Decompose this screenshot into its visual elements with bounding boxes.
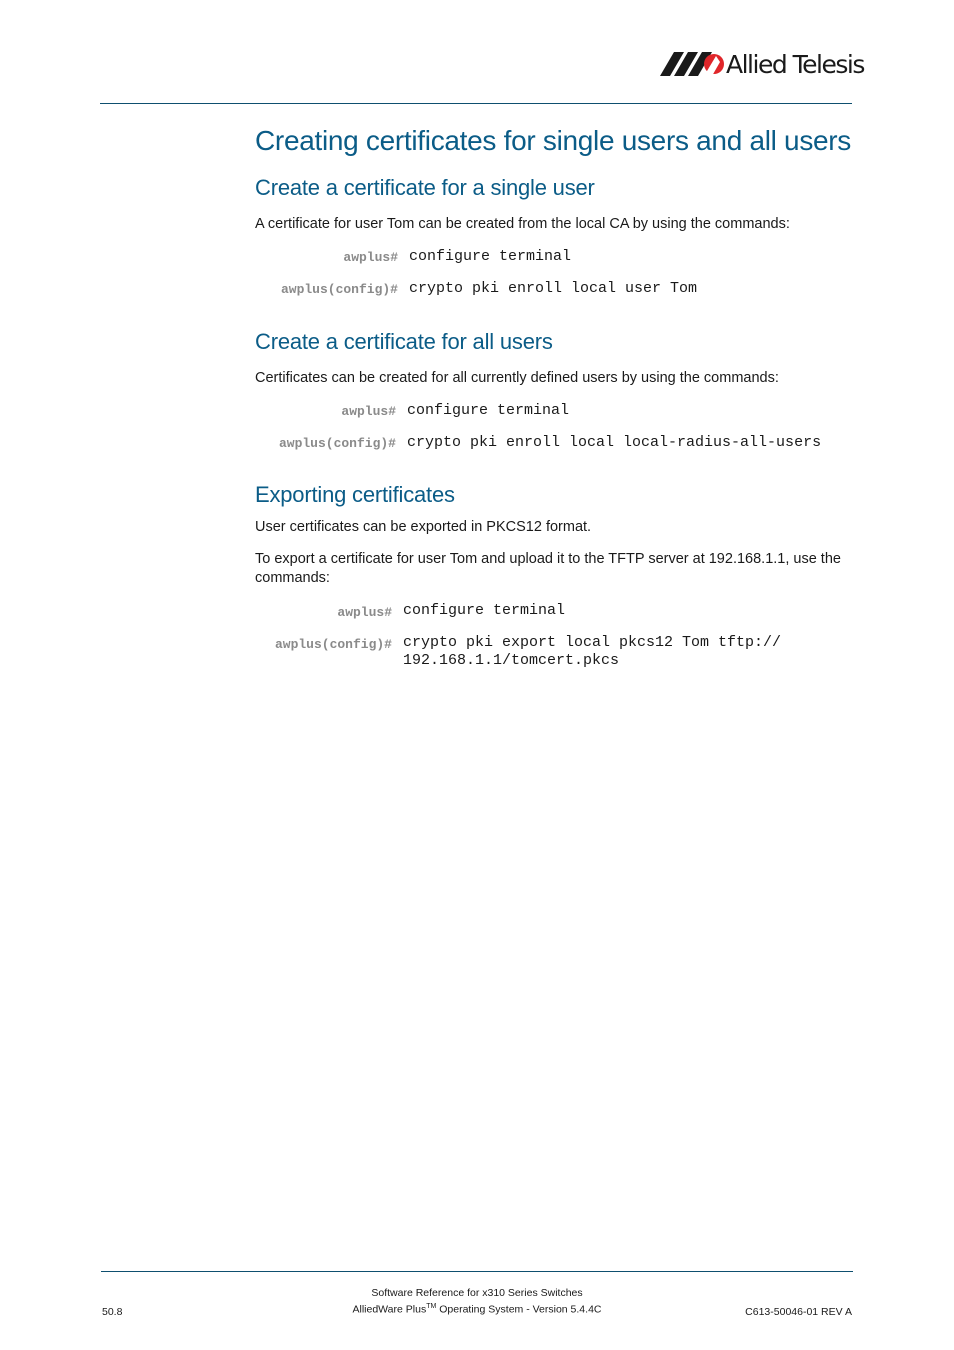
- section-paragraph: A certificate for user Tom can be created from the local CA by using the commands:: [255, 216, 790, 232]
- section-heading-single-user: Create a certificate for a single user: [255, 175, 595, 200]
- section-paragraph: User certificates can be exported in PKCS12 format.: [255, 519, 592, 535]
- cli-command: crypto pki enroll local user Tom: [409, 280, 698, 297]
- cli-command: crypto pki export local pkcs12 Tom tftp:// 192.168.1.1/tomcert.pkcs: [403, 634, 782, 669]
- footer-rule: [101, 1271, 853, 1272]
- cli-command: configure terminal: [403, 602, 566, 619]
- cli-command: configure terminal: [409, 248, 572, 265]
- cli-command: crypto pki enroll local local-radius-all-users: [407, 434, 822, 451]
- section-paragraph: To export a certificate for user Tom and upload it to the TFTP server at 192.168.1.1, use the commands:: [255, 551, 841, 586]
- cli-prompt: awplus(config)#: [274, 637, 392, 652]
- allied-telesis-mark-icon: [660, 52, 724, 76]
- header-rule: [100, 103, 852, 104]
- footer-doc-id: C613-50046-01 REV A: [745, 1306, 852, 1318]
- footer-page-number: 50.8: [102, 1306, 123, 1318]
- logo-text: Allied Telesis: [726, 50, 864, 79]
- cli-prompt: awplus#: [343, 250, 398, 265]
- cli-prompt: awplus(config)#: [278, 436, 396, 451]
- section-heading-exporting: Exporting certificates: [255, 482, 455, 507]
- section-paragraph: Certificates can be created for all currently defined users by using the commands:: [255, 370, 779, 386]
- cli-prompt: awplus#: [337, 605, 392, 620]
- footer-title: Software Reference for x310 Series Switches: [371, 1287, 583, 1299]
- cli-command: configure terminal: [407, 402, 570, 419]
- page-title: Creating certificates for single users and all users: [255, 125, 852, 156]
- cli-prompt: awplus(config)#: [280, 282, 398, 297]
- section-heading-all-users: Create a certificate for all users: [255, 329, 553, 354]
- cli-prompt: awplus#: [341, 404, 396, 419]
- footer-product: AlliedWare Plus™ Operating System - Version 5.4.4C: [352, 1303, 602, 1316]
